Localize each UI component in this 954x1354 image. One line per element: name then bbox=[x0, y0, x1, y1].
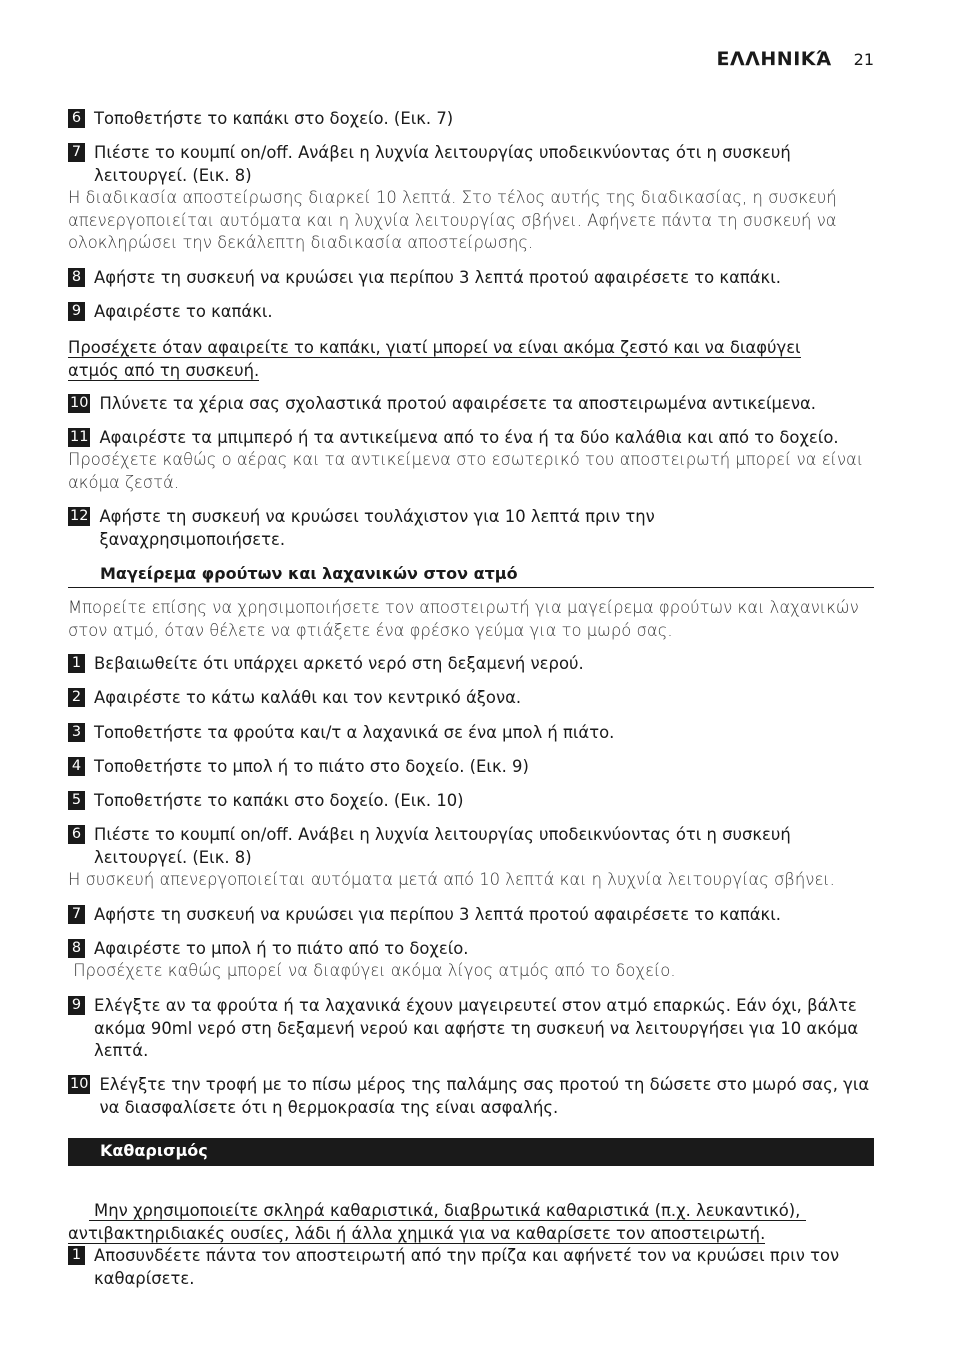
step-note: Η διαδικασία αποστείρωσης διαρκεί 10 λεπτά. Στο τέλος αυτής της διαδικασίας, η συσκευή απενεργοποιείται αυτόματα και η λυχνία λειτουργίας σβήνει. Αφήνετε πάντα τη συσκευή να ολοκληρώσει την δεκάλεπτη διαδικασία αποστείρωσης. bbox=[68, 188, 837, 252]
section-title-steaming: Μαγείρεμα φρούτων και λαχανικών στον ατμό bbox=[100, 564, 518, 583]
step-text: Αφήστε τη συσκευή να κρυώσει τουλάχιστον για 10 λεπτά πριν την ξαναχρησιμοποιήσετε. bbox=[99, 507, 655, 549]
step-number: 2 bbox=[68, 688, 85, 707]
step-text: Αφαιρέστε το καπάκι. bbox=[94, 302, 273, 321]
step-text: Ελέγξτε την τροφή με το πίσω μέρος της παλάμης σας προτού τη δώσετε στο μωρό σας, για να διασφαλίσετε ότι η θερμοκρασία της είναι ασφαλής. bbox=[99, 1075, 870, 1117]
step-text: Βεβαιωθείτε ότι υπάρχει αρκετό νερό στη δεξαμενή νερού. bbox=[94, 654, 584, 673]
steam-step-5 bbox=[68, 790, 874, 813]
page-number: 21 bbox=[853, 50, 874, 69]
section-title-cleaning: Καθαρισμός bbox=[100, 1141, 208, 1160]
step-6 bbox=[68, 108, 874, 131]
step-note: Προσέχετε καθώς μπορεί να διαφύγει ακόμα λίγος ατμός από το δοχείο. bbox=[68, 961, 676, 980]
warning-underlined: Προσέχετε όταν αφαιρείτε το καπάκι, γιατί μπορεί να είναι ακόμα ζεστό και να διαφύγει ατμός από τη συσκευή. bbox=[68, 338, 801, 380]
step-number: 1 bbox=[68, 1246, 85, 1265]
step-number: 11 bbox=[70, 429, 89, 445]
steam-step-2 bbox=[68, 687, 874, 710]
step-10 bbox=[68, 393, 874, 416]
step-text: Τοποθετήστε το καπάκι στο δοχείο. (Εικ. 10) bbox=[94, 791, 464, 810]
steam-step-10 bbox=[68, 1074, 874, 1119]
steam-step-6 bbox=[68, 824, 874, 869]
section-title-cleaning-bar bbox=[68, 1138, 874, 1166]
step-text: Πλύνετε τα χέρια σας σχολαστικά προτού αφαιρέσετε τα αποστειρωμένα αντικείμενα. bbox=[99, 394, 817, 413]
step-number: 3 bbox=[68, 723, 85, 742]
step-number: 9 bbox=[68, 302, 85, 321]
step-text: Αφαιρέστε το κάτω καλάθι και τον κεντρικό άξονα. bbox=[94, 688, 522, 707]
section-divider bbox=[68, 587, 874, 588]
step-text: Τοποθετήστε τα φρούτα και/τ α λαχανικά σε ένα μπολ ή πιάτο. bbox=[94, 723, 615, 742]
step-8 bbox=[68, 267, 874, 290]
step-text: Ελέγξτε αν τα φρούτα ή τα λαχανικά έχουν μαγειρευτεί στον ατμό επαρκώς. Εάν όχι, βάλτε ακόμα 90ml νερό στη δεξαμενή νερού και αφήστε τη συσκευή να λειτουργήσει για 10 ακόμα λεπτά. bbox=[94, 996, 859, 1060]
step-11 bbox=[68, 427, 874, 450]
step-number: 7 bbox=[68, 905, 85, 924]
steam-step-8 bbox=[68, 938, 874, 961]
steam-step-9 bbox=[68, 995, 874, 1063]
step-number: 10 bbox=[70, 1076, 89, 1092]
step-number: 8 bbox=[68, 939, 85, 958]
warning-text bbox=[68, 336, 838, 382]
step-number: 9 bbox=[68, 996, 85, 1015]
language-label: ΕΛΛΗΝΙΚΆ bbox=[716, 48, 832, 70]
step-note: Η συσκευή απενεργοποιείται αυτόματα μετά από 10 λεπτά και η λυχνία λειτουργίας σβήνει. bbox=[68, 870, 835, 889]
steam-step-1 bbox=[68, 653, 874, 676]
step-number: 6 bbox=[68, 825, 85, 844]
warning-underlined: Μην χρησιμοποιείτε σκληρά καθαριστικά, διαβρωτικά καθαριστικά (π.χ. λευκαντικό), αντιβακτηριδιακές ουσίες, λάδι ή άλλα χημικά για να καθαρίσετε τον αποστειρωτή. bbox=[68, 1201, 806, 1243]
step-text: Πιέστε το κουμπί on/off. Ανάβει η λυχνία λειτουργίας υποδεικνύοντας ότι η συσκευή λειτουργεί. (Εικ. 8) bbox=[94, 825, 791, 867]
step-text: Τοποθετήστε το μπολ ή το πιάτο στο δοχείο. (Εικ. 9) bbox=[94, 757, 529, 776]
step-text: Αποσυνδέετε πάντα τον αποστειρωτή από την πρίζα και αφήνετέ τον να κρυώσει πριν τον καθαρίσετε. bbox=[94, 1246, 840, 1288]
step-number: 6 bbox=[68, 109, 85, 128]
step-7 bbox=[68, 142, 874, 187]
step-number: 10 bbox=[70, 395, 89, 411]
step-text: Τοποθετήστε το καπάκι στο δοχείο. (Εικ. 7) bbox=[94, 109, 454, 128]
step-number: 1 bbox=[68, 654, 85, 673]
steam-step-3 bbox=[68, 722, 874, 745]
step-text: Αφήστε τη συσκευή να κρυώσει για περίπου 3 λεπτά προτού αφαιρέσετε το καπάκι. bbox=[94, 268, 781, 287]
step-note: Προσέχετε καθώς ο αέρας και τα αντικείμενα στο εσωτερικό του αποστειρωτή μπορεί να είναι ακόμα ζεστά. bbox=[68, 450, 864, 492]
step-text: Πιέστε το κουμπί on/off. Ανάβει η λυχνία λειτουργίας υποδεικνύοντας ότι η συσκευή λειτουργεί. (Εικ. 8) bbox=[94, 143, 791, 185]
step-text: Αφήστε τη συσκευή να κρυώσει για περίπου 3 λεπτά προτού αφαιρέσετε το καπάκι. bbox=[94, 905, 781, 924]
step-12 bbox=[68, 506, 708, 551]
clean-step-1 bbox=[68, 1245, 874, 1290]
step-number: 4 bbox=[68, 757, 85, 776]
steam-step-7 bbox=[68, 904, 874, 927]
step-number: 5 bbox=[68, 791, 85, 810]
step-text: Αφαιρέστε το μπολ ή το πιάτο από το δοχείο. bbox=[94, 939, 469, 958]
step-number: 7 bbox=[68, 143, 85, 162]
step-number: 12 bbox=[70, 508, 89, 524]
step-9 bbox=[68, 301, 874, 324]
steam-step-4 bbox=[68, 756, 874, 779]
step-number: 8 bbox=[68, 268, 85, 287]
page-header bbox=[717, 48, 875, 70]
section-intro: Μπορείτε επίσης να χρησιμοποιήσετε τον αποστειρωτή για μαγείρεμα φρούτων και λαχανικών στον ατμό, όταν θέλετε να φτιάξετε ένα φρέσκο γεύμα για το μωρό σας. bbox=[68, 598, 859, 640]
step-text: Αφαιρέστε τα μπιμπερό ή τα αντικείμενα από το ένα ή τα δύο καλάθια και από το δοχείο. bbox=[99, 428, 839, 447]
